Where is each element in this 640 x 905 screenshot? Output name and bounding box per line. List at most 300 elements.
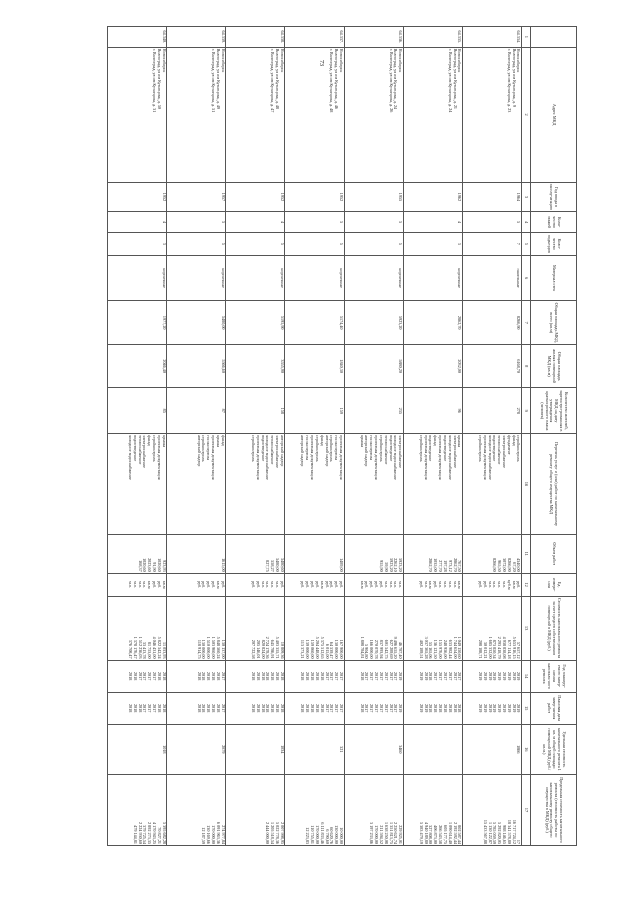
row-number: 64.340. bbox=[108, 27, 167, 48]
address-cell bbox=[403, 47, 462, 182]
volumes-list-line: 5480,00 bbox=[275, 558, 281, 572]
total-area: 5195,90 bbox=[226, 301, 285, 344]
units-list-line: м.п. bbox=[393, 581, 399, 589]
year-end-list-line: 2019 bbox=[511, 671, 517, 681]
column-header-9: Количество жителей, зарегистри-рованных в МКД на дату утверждения краткосрочного плана (человек) bbox=[531, 388, 577, 434]
year-end-list bbox=[462, 660, 521, 692]
residents-count: 87 bbox=[167, 388, 226, 434]
units-list-line: кв.м bbox=[457, 580, 463, 589]
works-list-line: теплоснабжение bbox=[383, 435, 389, 465]
table-row bbox=[344, 27, 403, 846]
units-list-line: руб. bbox=[201, 580, 207, 589]
volumes-list-line: 5480,60 bbox=[279, 558, 285, 572]
address-line: г. Волгоград, ул им Кузнецова, д. 31 bbox=[152, 48, 157, 113]
floors-count: 5 bbox=[344, 212, 403, 233]
works-list bbox=[462, 434, 521, 535]
units-list-line: м.п. bbox=[275, 581, 281, 589]
date-end-list-line: 2017 bbox=[388, 703, 394, 713]
units-list-line: м.п. bbox=[137, 581, 143, 589]
works-list bbox=[344, 434, 403, 535]
units-list-line: м.п. bbox=[442, 581, 448, 589]
address-cell bbox=[226, 47, 285, 182]
address-line: г. Волгоград, ул им Кузнецова, д. 51 bbox=[211, 48, 217, 113]
year-end-list-line: 2018 bbox=[250, 671, 256, 681]
works-list-line: холодное водоснабжение bbox=[447, 435, 453, 480]
costs-list-line: 6 015,00 bbox=[324, 643, 330, 659]
costs-list bbox=[285, 596, 344, 660]
works-list-line: электроснабжение bbox=[502, 435, 508, 468]
year-end-list-line: 2017 bbox=[378, 671, 384, 681]
max-cost-list-line: 274 977,84 bbox=[220, 825, 226, 844]
year-end-list-line: 2019 bbox=[516, 671, 522, 681]
year-end-list-line: 2017 bbox=[152, 671, 157, 681]
costs-list bbox=[462, 596, 521, 660]
costs-list-line: 4 046 431,00 bbox=[152, 636, 157, 659]
max-cost-list-line: 12 223,83 bbox=[305, 827, 311, 844]
works-list-line: стройконтроль bbox=[378, 435, 384, 462]
date-end-list-line: 2019 bbox=[516, 703, 522, 713]
volumes-list-line: 5923,20 bbox=[388, 558, 394, 572]
year-end-list-line: 2017 bbox=[220, 671, 226, 681]
costs-list-line: 837 993,94 bbox=[378, 639, 384, 659]
date-end-list-line: 2017 bbox=[339, 703, 345, 713]
year-end-list-line: 2018 bbox=[275, 671, 281, 681]
date-end-list-line: 2019 bbox=[477, 703, 483, 713]
capital-repair-table-sheet bbox=[107, 26, 577, 846]
date-end-list-line: 2018 bbox=[279, 703, 285, 713]
address-cell bbox=[344, 47, 403, 182]
unit-cost: 2879 bbox=[167, 724, 226, 774]
works-list-line: стройконтроль bbox=[250, 435, 256, 462]
works-list-line: крыша bbox=[457, 435, 463, 448]
date-end-list-line: 2018 bbox=[211, 703, 217, 713]
max-cost-list-line: 2 444 000,00 bbox=[265, 822, 271, 844]
column-header-8: Общая площадь жилых помещений МКД (кв.м) bbox=[531, 344, 577, 387]
volumes-list-line: 4340,00 bbox=[516, 558, 522, 572]
date-end-list-line: 2019 bbox=[418, 703, 424, 713]
works-list bbox=[167, 434, 226, 535]
year-end-list-line: 2017 bbox=[433, 671, 439, 681]
column-index-14: 14 bbox=[522, 660, 531, 692]
address-line: г. Волгоград, ул им Кузнецова, д. 47 bbox=[270, 48, 276, 113]
date-end-list-line: 2018 bbox=[300, 703, 306, 713]
wall-material: панельные bbox=[462, 255, 521, 301]
year-end-list-line: 2017 bbox=[374, 671, 380, 681]
units-list-line: руб. bbox=[206, 580, 212, 589]
volumes-list bbox=[344, 534, 403, 573]
date-end-list-line: 2019 bbox=[506, 703, 512, 713]
costs-list-line: 55 165,06 bbox=[428, 641, 434, 659]
date-end-list-line: 2018 bbox=[314, 703, 320, 713]
costs-list-line: 677 114,18 bbox=[506, 639, 512, 659]
volumes-list-line: 827,75 bbox=[265, 560, 271, 572]
works-list bbox=[403, 434, 462, 535]
date-end-list-line: 2018 bbox=[132, 703, 138, 713]
units-list-line: м.п. bbox=[492, 581, 498, 589]
units-list-line: м.п. bbox=[502, 581, 508, 589]
address-line: Волгоград, ул им Кузнецова, д. 48 bbox=[275, 48, 281, 110]
costs-list-line: 5 204 448,00 bbox=[314, 636, 320, 659]
date-end-list-line: 2017 bbox=[383, 703, 389, 713]
costs-list-line: 5 403 355,71 bbox=[275, 636, 281, 659]
max-cost-list-line: 4 170 943,25 bbox=[152, 822, 157, 844]
works-list-line: авторский надзор bbox=[196, 435, 202, 467]
column-header-12: Ед. измере-ния bbox=[531, 573, 577, 596]
date-end-list-line: 2017 bbox=[220, 703, 226, 713]
date-end-list-line: 2017 bbox=[378, 703, 384, 713]
units-list-line: руб. bbox=[279, 580, 285, 589]
max-cost-list-line: 605 177,75 bbox=[442, 825, 448, 844]
date-end-list-line: 2018 bbox=[447, 703, 453, 713]
costs-list-line: 5 653 916,15 bbox=[511, 636, 517, 659]
date-end-list-line: 2017 bbox=[147, 703, 153, 713]
costs-list-line: 9 496 655,20 bbox=[393, 636, 399, 659]
costs-list-line: 113 373,21 bbox=[300, 639, 306, 659]
costs-list-line: 376 708,47 bbox=[127, 639, 133, 659]
column-header-10: Перечень услуг и (или) работ по капитальному ремонту общего имущества МКД bbox=[531, 434, 577, 535]
works-list-line: проектная документация bbox=[310, 435, 316, 480]
year-end-list-line: 2018 bbox=[260, 671, 266, 681]
units-list-line: руб. bbox=[482, 580, 488, 589]
date-end-list-line: 2017 bbox=[364, 703, 370, 713]
entrances-count: 5 bbox=[285, 232, 344, 255]
date-end-list bbox=[344, 692, 403, 724]
year-end-list-line: 2018 bbox=[300, 671, 306, 681]
max-cost-list bbox=[108, 774, 167, 845]
address-line: г. Волгоград, ул им Кузнецова, д. 48 bbox=[329, 48, 335, 113]
max-cost-list-line: 130 000,00 bbox=[334, 825, 340, 844]
costs-list-line: 645 786,91 bbox=[270, 639, 276, 659]
max-cost-list-line: 15 433 567,88 bbox=[482, 819, 488, 844]
volumes-list-line: 8266,90 bbox=[492, 558, 498, 572]
max-cost-list-line: 3 197 233,86 bbox=[369, 822, 375, 844]
costs-list-line: 1 512 236,03 bbox=[137, 636, 143, 659]
costs-list-line: 130 000,00 bbox=[334, 639, 340, 659]
units-list-line: руб. bbox=[255, 580, 261, 589]
volumes-list-line: 1489,00 bbox=[339, 558, 345, 572]
costs-list-line: 30 012,21 bbox=[482, 641, 488, 659]
table-row bbox=[108, 27, 167, 846]
year-end-list-line: 2019 bbox=[418, 671, 424, 681]
volumes-list-line: 1020,60 bbox=[142, 558, 148, 572]
works-list-line: холодное водоснабжение bbox=[393, 435, 399, 480]
works-list-line: теплоснабжение bbox=[270, 435, 276, 465]
floors-count: 4 bbox=[226, 212, 285, 233]
costs-list-line: 5 375 512,65 bbox=[319, 636, 325, 659]
date-end-list-line: 2018 bbox=[457, 703, 463, 713]
total-area: 5174,40 bbox=[285, 301, 344, 344]
works-list-line: проектная документация bbox=[423, 435, 429, 480]
costs-list-line: 601 542,75 bbox=[383, 639, 389, 659]
date-end-list-line: 2017 bbox=[393, 703, 399, 713]
address-line: Новосибирск bbox=[220, 48, 226, 73]
entrances-count: 7 bbox=[462, 232, 521, 255]
residents-count: 85 bbox=[108, 388, 167, 434]
costs-list-line: 873 850,34 bbox=[492, 639, 498, 659]
max-cost-list-line: 170 000,00 bbox=[374, 825, 380, 844]
costs-list-line: 205 146,01 bbox=[255, 639, 261, 659]
works-list-line: авторский надзор bbox=[279, 435, 285, 467]
costs-list bbox=[226, 596, 285, 660]
volumes-list-line: 67,20 bbox=[511, 562, 517, 572]
year-end-list-line: 2018 bbox=[156, 671, 162, 681]
costs-list-line: 166 000,00 bbox=[369, 639, 375, 659]
living-area: 6168,70 bbox=[462, 344, 521, 387]
max-cost-list bbox=[344, 774, 403, 845]
units-list-line: м.п. bbox=[270, 581, 276, 589]
max-cost-list-line: 2 007 998,95 bbox=[279, 822, 285, 844]
max-cost-list-line: 406 873,00 bbox=[433, 825, 439, 844]
wall-material: кирпичные bbox=[285, 255, 344, 301]
column-index-16: 16 bbox=[522, 724, 531, 774]
costs-list-line: 1 503 960,00 bbox=[211, 636, 217, 659]
year-end-list-line: 2017 bbox=[452, 671, 458, 681]
works-list-line: авторский надзор bbox=[324, 435, 330, 467]
year-end-list-line: 2017 bbox=[329, 671, 335, 681]
date-end-list-line: 2018 bbox=[156, 703, 162, 713]
costs-list-line: 159 060,00 bbox=[310, 639, 316, 659]
works-list-line: проектная документация bbox=[211, 435, 217, 480]
volumes-list-line: 197,28 bbox=[442, 560, 448, 572]
works-list-line: крыша bbox=[215, 435, 221, 448]
date-end-list-line: 2018 bbox=[201, 703, 207, 713]
units-list-line: куб.м bbox=[506, 579, 512, 590]
units-list-line: кв.м bbox=[359, 580, 365, 589]
date-end-list-line: 2018 bbox=[428, 703, 434, 713]
max-cost-list-line: 17 bbox=[516, 839, 522, 844]
costs-list-line: 81 753,00 bbox=[147, 641, 153, 659]
table-row bbox=[403, 27, 462, 846]
total-area: 2862,70 bbox=[403, 301, 462, 344]
works-list-line: фасад bbox=[220, 435, 226, 446]
works-list-line: фундамент bbox=[506, 435, 512, 455]
row-number: 64.337. bbox=[285, 27, 344, 48]
wall-material: кирпичные bbox=[403, 255, 462, 301]
column-index-12: 12 bbox=[522, 573, 531, 596]
costs-list bbox=[344, 596, 403, 660]
works-list-line: электроснабжение bbox=[398, 435, 404, 468]
costs-list-line: 46 787,40 bbox=[398, 641, 404, 659]
date-end-list-line: 2019 bbox=[482, 703, 488, 713]
date-end-list-line: 2017 bbox=[152, 703, 157, 713]
max-cost-list-line: 2 224 930,60 bbox=[137, 822, 143, 844]
year-end-list-line: 2017 bbox=[388, 671, 394, 681]
floors-count: 4 bbox=[403, 212, 462, 233]
max-cost-list-line: 130 169,66 bbox=[206, 825, 212, 844]
works-list-line: водоотведение bbox=[428, 435, 434, 462]
date-end-list-line: 2018 bbox=[452, 703, 458, 713]
unit-cost: 1834 bbox=[226, 724, 285, 774]
units-list bbox=[285, 573, 344, 596]
table-row bbox=[167, 27, 226, 846]
works-list-line: стройконтроль bbox=[418, 435, 424, 462]
row-number: 64.338. bbox=[226, 27, 285, 48]
units-list-line: м.п. bbox=[142, 581, 148, 589]
units-list-line: руб. bbox=[334, 580, 340, 589]
max-cost-list-line: 5 785 059,59 bbox=[492, 822, 498, 844]
volumes-list bbox=[226, 534, 285, 573]
date-end-list bbox=[226, 692, 285, 724]
address-cell bbox=[108, 47, 167, 182]
year-end-list-line: 2018 bbox=[206, 671, 212, 681]
date-end-list-line: 2018 bbox=[438, 703, 444, 713]
column-index-4: 4 bbox=[522, 212, 531, 233]
max-cost-list-line: 327 808,00 bbox=[428, 825, 434, 844]
living-area: 5566,60 bbox=[167, 344, 226, 387]
max-cost-list-line: 802 587,44 bbox=[457, 825, 463, 844]
costs-list-line: 1 744 654,00 bbox=[452, 636, 458, 659]
year-built: 1952 bbox=[108, 182, 167, 212]
year-end-list-line: 2018 bbox=[201, 671, 207, 681]
max-cost-list-line: 988 146,65 bbox=[502, 825, 508, 844]
volumes-list bbox=[108, 534, 167, 573]
units-list-line: руб. bbox=[433, 580, 439, 589]
year-end-list-line: 2017 bbox=[364, 671, 370, 681]
date-end-list-line: 2018 bbox=[442, 703, 448, 713]
total-area: 5923,20 bbox=[344, 301, 403, 344]
year-end-list-line: 2017 bbox=[137, 671, 143, 681]
costs-list-line: 627 289,69 bbox=[388, 639, 394, 659]
date-end-list bbox=[403, 692, 462, 724]
units-list-line: руб. bbox=[152, 580, 157, 589]
living-area: 1840,30 bbox=[285, 344, 344, 387]
column-index-17: 17 bbox=[522, 774, 531, 845]
units-list-line: руб. bbox=[314, 580, 320, 589]
units-list-line: м.п. bbox=[423, 581, 429, 589]
max-cost-list bbox=[462, 774, 521, 845]
units-list-line: м.п. bbox=[132, 581, 138, 589]
works-list-line: госэкспертиза bbox=[206, 435, 212, 461]
works-list-line: госэкспертиза bbox=[334, 435, 340, 461]
year-end-list-line: 2018 bbox=[310, 671, 316, 681]
costs-list-line: 1 685 332,00 bbox=[487, 636, 493, 659]
year-end-list-line: 2017 bbox=[147, 671, 153, 681]
works-list-line: холодное водоснабжение bbox=[487, 435, 493, 480]
units-list-line: руб. bbox=[477, 580, 483, 589]
costs-list-line: 1 378 176,47 bbox=[132, 636, 138, 659]
year-end-list-line: 2019 bbox=[487, 671, 493, 681]
wall-material: кирпичные bbox=[226, 255, 285, 301]
works-list-line: фасад bbox=[147, 435, 153, 446]
address-cell bbox=[462, 47, 521, 182]
units-list-line: руб. bbox=[300, 580, 306, 589]
costs-list bbox=[108, 596, 167, 660]
works-list bbox=[108, 434, 167, 535]
units-list-line: м.п. bbox=[438, 581, 444, 589]
units-list-line: кв.м bbox=[147, 580, 153, 589]
year-built: 1957 bbox=[167, 182, 226, 212]
date-end-list-line: 2018 bbox=[206, 703, 212, 713]
units-list-line: руб. bbox=[369, 580, 375, 589]
volumes-list-line: 277,70 bbox=[438, 560, 444, 572]
costs-list-line: 207 722,58 bbox=[250, 639, 256, 659]
address-line: Новосибирск bbox=[457, 48, 463, 73]
address-line: Волгоград, ул им Кузнецова, д. 46 bbox=[334, 48, 340, 110]
date-end-list-line: 2018 bbox=[255, 703, 261, 713]
max-cost-list-line: 170 000,00 bbox=[314, 825, 320, 844]
year-end-list-line: 2019 bbox=[502, 671, 508, 681]
works-list-line: холодное водоснабжение bbox=[127, 435, 133, 480]
date-end-list-line: 2018 bbox=[196, 703, 202, 713]
address-line: Новосибирск bbox=[339, 48, 345, 73]
max-cost-list-line: 6 111 833,46 bbox=[319, 822, 325, 844]
works-list-line: госэкспертиза bbox=[305, 435, 311, 461]
column-index-13: 13 bbox=[522, 596, 531, 660]
total-area: 1977,20 bbox=[108, 301, 167, 344]
column-index-row bbox=[522, 27, 531, 846]
costs-list-line: 402 189,51 bbox=[418, 639, 424, 659]
year-end-list-line: 2019 bbox=[506, 671, 512, 681]
costs-list-line: 270 070,78 bbox=[374, 639, 380, 659]
floors-count: 5 bbox=[462, 212, 521, 233]
column-index-7: 7 bbox=[522, 301, 531, 344]
max-cost-list-line: 170 000,00 bbox=[211, 825, 217, 844]
date-end-list-line: 2018 bbox=[127, 703, 133, 713]
column-index-10: 10 bbox=[522, 434, 531, 535]
year-end-list-line: 2019 bbox=[477, 671, 483, 681]
volumes-list bbox=[167, 534, 226, 573]
year-end-list-line: 2018 bbox=[305, 671, 311, 681]
year-end-list-line: 2018 bbox=[319, 671, 325, 681]
year-end-list-line: 2019 bbox=[482, 671, 488, 681]
works-list-line: проектная документация bbox=[339, 435, 345, 480]
header-row bbox=[531, 27, 577, 846]
residents-count: 96 bbox=[403, 388, 462, 434]
max-cost-list-line: 379 725,54 bbox=[142, 825, 148, 844]
works-list-line: госэкспертиза bbox=[369, 435, 375, 461]
address-line: Волгоград, ул им Кузнецова, д. 49 bbox=[215, 48, 221, 110]
works-list-line: теплоснабжение bbox=[137, 435, 143, 465]
max-cost-list-line: 1 205 518,54 bbox=[270, 822, 276, 844]
date-end-list-line: 2019 bbox=[497, 703, 503, 713]
works-list-line: крыша bbox=[359, 435, 365, 448]
max-cost-list-line: 18 341 578,80 bbox=[506, 819, 512, 844]
unit-cost: 1018 bbox=[108, 724, 167, 774]
max-cost-list bbox=[285, 774, 344, 845]
table-row bbox=[226, 27, 285, 846]
works-list-line: водоотведение bbox=[132, 435, 138, 462]
works-list-line: электроснабжение bbox=[142, 435, 148, 468]
volumes-list-line: 2862,70 bbox=[428, 558, 434, 572]
costs-list-line: 130 137,00 bbox=[220, 639, 226, 659]
units-list bbox=[108, 573, 167, 596]
max-cost-list-line: 5 395 682,28 bbox=[161, 822, 167, 844]
costs-list-line: 633 982,44 bbox=[447, 639, 453, 659]
column-header-7: Общая площадь МКД, всего (кв.м) bbox=[531, 301, 577, 344]
year-end-list-line: 2017 bbox=[438, 671, 444, 681]
residents-count: 235 bbox=[344, 388, 403, 434]
wall-material: кирпичные bbox=[167, 255, 226, 301]
works-list-line: стройконтроль bbox=[329, 435, 335, 462]
units-list-line: руб. bbox=[364, 580, 370, 589]
units-list-line: м.п. bbox=[487, 581, 493, 589]
year-end-list-line: 2017 bbox=[457, 671, 463, 681]
date-end-list-line: 2018 bbox=[265, 703, 271, 713]
costs-list-line: 136 121,50 bbox=[433, 639, 439, 659]
total-area: 8266,90 bbox=[462, 301, 521, 344]
address-line: Новосибирск bbox=[516, 48, 522, 73]
date-end-list-line: 2017 bbox=[329, 703, 335, 713]
volumes-list bbox=[403, 534, 462, 573]
works-list-line: теплоснабжение bbox=[497, 435, 503, 465]
units-list bbox=[403, 573, 462, 596]
column-header-15: Плановая дата завер-шения работ bbox=[531, 692, 577, 724]
living-area: 2032,00 bbox=[403, 344, 462, 387]
date-end-list-line: 2017 bbox=[334, 703, 340, 713]
units-list-line: м.п. bbox=[452, 581, 458, 589]
max-cost-list-line: 2 192 592,44 bbox=[452, 822, 458, 844]
address-line: Волгоград, ул им Кузнецова, д. 21 bbox=[452, 48, 458, 110]
